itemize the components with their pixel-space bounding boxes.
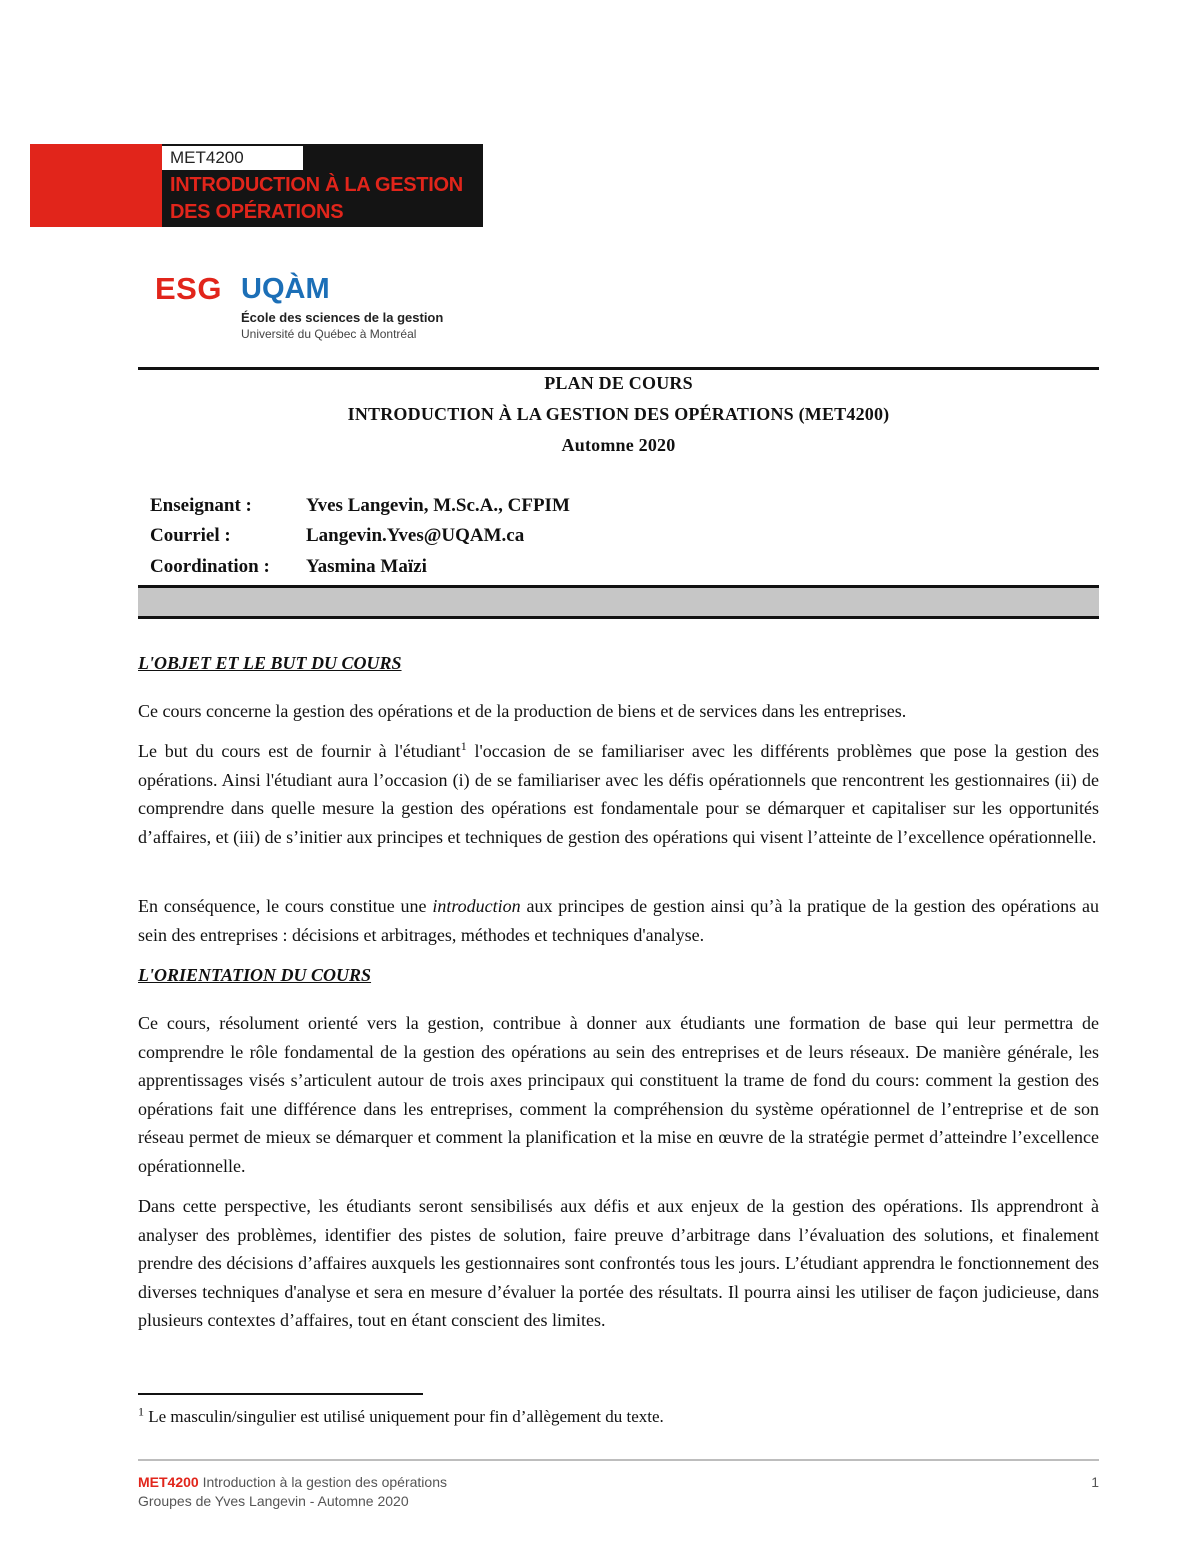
paragraph-objet-3-start: En conséquence, le cours constitue une bbox=[138, 896, 433, 916]
paragraph-orientation-1: Ce cours, résolument orienté vers la gestion, contribue à donner aux étudiants une formation de base qui leur permettra de comprendre le rôle fondamental de la gestion des opérations au sein des entreprises et de leurs réseaux. De manière générale, les apprentissages visés s’articulent autour de trois axes principaux qui constituent la trame de fond du cours: comment la gestion des opérations fait une différence dans les entreprises, comment la compréhension du système opérationnel de l’entreprise et de son réseau permet de mieux se démarquer et comment la planification et la mise en œuvre de la stratégie permet d’atteindre l’excellence opérationnelle. bbox=[138, 1013, 1099, 1176]
footnote-rule bbox=[138, 1393, 423, 1395]
footnote bbox=[138, 1405, 664, 1429]
email-label: Courriel : bbox=[150, 525, 231, 546]
email-value: Langevin.Yves@UQAM.ca bbox=[306, 525, 525, 546]
logo-subtitle-university: Université du Québec à Montréal bbox=[241, 327, 417, 341]
footer-course-name: Introduction à la gestion des opérations bbox=[198, 1474, 447, 1490]
teacher-value: Yves Langevin, M.Sc.A., CFPIM bbox=[306, 495, 570, 516]
session-title: Automne 2020 bbox=[561, 435, 676, 455]
footer-group-line: Groupes de Yves Langevin - Automne 2020 bbox=[138, 1493, 409, 1509]
banner-title-line1: INTRODUCTION À LA GESTION bbox=[170, 174, 463, 196]
header-top-rule bbox=[138, 367, 1099, 370]
paragraph-objet-2 bbox=[138, 737, 1099, 851]
logo-esg-text: ESG bbox=[155, 271, 222, 306]
paragraph-objet-3 bbox=[138, 892, 1099, 949]
banner-red-block bbox=[30, 144, 162, 227]
paragraph-objet-3-end: aux principes de gestion ainsi qu’à la pratique de la gestion des opérations au sein des entreprises : décisions et arbitrages, méthodes et techniques d'analyse. bbox=[138, 896, 1099, 945]
footer-course-code: MET4200 bbox=[138, 1474, 199, 1490]
paragraph-orientation-2: Dans cette perspective, les étudiants seront sensibilisés aux défis et aux enjeux de la gestion des opérations. Ils apprendront à analyser des problèmes, identifier des pistes de solution, faire preuve d’arbitrage dans l’évaluation des solutions, et finalement prendre des décisions d’affaires auxquels les gestionnaires sont confrontés tous les jours. L’étudiant apprendra le fonctionnement des diverses techniques d'analyse et sera en mesure d’évaluer la portée des résultats. Il pourra ainsi les utiliser de façon judicieuse, dans plusieurs contextes d’affaires, tout en étant conscient des limites. bbox=[138, 1196, 1099, 1330]
logo-subtitle-school: École des sciences de la gestion bbox=[241, 310, 444, 325]
page-number: 1 bbox=[1091, 1474, 1099, 1490]
coordination-label: Coordination : bbox=[150, 556, 270, 577]
page-footer bbox=[138, 1473, 1099, 1511]
teacher-label: Enseignant : bbox=[150, 495, 252, 516]
doc-type-title: PLAN DE COURS bbox=[544, 373, 693, 393]
banner-course-code: MET4200 bbox=[162, 146, 303, 170]
banner-title-line2: DES OPÉRATIONS bbox=[170, 201, 344, 223]
paragraph-objet-3-emphasis: introduction bbox=[432, 896, 521, 916]
section-heading-orientation: L'ORIENTATION DU COURS bbox=[138, 965, 372, 985]
coordination-value: Yasmina Maïzi bbox=[306, 556, 427, 577]
course-full-title: INTRODUCTION À LA GESTION DES OPÉRATIONS (MET4200) bbox=[347, 404, 890, 424]
logo-uqam-text: UQÀM bbox=[241, 273, 330, 305]
banner-title bbox=[170, 172, 463, 226]
paragraph-objet-2-end: l'occasion de se familiariser avec les différents problèmes que pose la gestion des opérations. Ainsi l'étudiant aura l’occasion (i) de se familiariser avec les défis opérationnels que rencontrent les gestionnaires (ii) de comprendre dans quelle mesure la gestion des opérations est fondamentale pour se démarquer et capitaliser sur les opportunités d’affaires, et (iii) de s’initier aux principes et techniques de gestion des opérations qui visent l’atteinte de l’excellence opérationnelle. bbox=[138, 741, 1099, 847]
section-separator-bar bbox=[138, 585, 1099, 619]
footnote-number: 1 bbox=[138, 1404, 144, 1419]
section-heading-objet: L'OBJET ET LE BUT DU COURS bbox=[138, 653, 402, 673]
paragraph-objet-2-start: Le but du cours est de fournir à l'étudiant bbox=[138, 741, 461, 761]
footer-course-line bbox=[138, 1473, 1099, 1492]
paragraph-objet-1: Ce cours concerne la gestion des opérations et de la production de biens et de services dans les entreprises. bbox=[138, 701, 907, 721]
footnote-text: Le masculin/singulier est utilisé uniquement pour fin d’allègement du texte. bbox=[144, 1407, 664, 1426]
esg-uqam-logo bbox=[155, 272, 455, 347]
footnote-ref: 1 bbox=[460, 739, 467, 753]
footer-rule bbox=[138, 1459, 1099, 1461]
